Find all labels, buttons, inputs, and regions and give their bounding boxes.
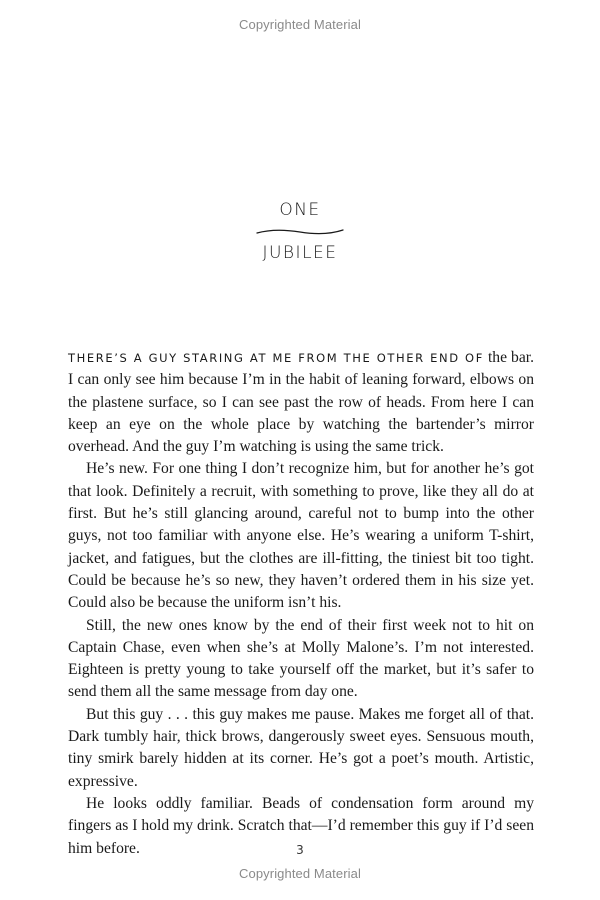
- chapter-body: [68, 347, 534, 860]
- lead-in-text: THERE’S A GUY STARING AT ME FROM THE OTHER END OF: [68, 351, 484, 365]
- paragraph-4: But this guy . . . this guy makes me pause. Makes me forget all of that. Dark tumbly hair, thick brows, dangerously sweet eyes. Sensuous mouth, tiny smirk barely hidden at its corner. He’s got a poet’s mouth. Artistic, expressive.: [68, 705, 534, 790]
- paragraph-1-rest: the bar. I can only see him because I’m in the habit of leaning forward, elbows on the plastene surface, so I can see past the row of heads. From here I can keep an eye on the whole place by watching the bartender’s mirror overhead. And the guy I’m watching is using the same trick.: [68, 349, 534, 456]
- paragraph-2: He’s new. For one thing I don’t recognize him, but for another he’s got that look. Definitely a recruit, with something to prove, like they all do at first. But he’s still glancing around, careful not to bump into the other guys, not too familiar with anyone else. He’s wearing a uniform T-shirt, jacket, and fatigues, but the clothes are ill-fitting, the tiniest bit too tight. Could be because he’s so new, they haven’t ordered them in his size yet. Could also be because the uniform isn’t his.: [68, 460, 534, 612]
- chapter-title: JUBILEE: [262, 243, 338, 263]
- paragraph-1: [68, 347, 534, 458]
- chapter-ornament: [255, 226, 345, 238]
- paragraph-3: Still, the new ones know by the end of their first week not to hit on Captain Chase, even when she’s at Molly Malone’s. I’m not interested. Eighteen is pretty young to take yourself off the market, but it’s safer to send them all the same message from day one.: [68, 616, 534, 701]
- page-number: 3: [296, 843, 304, 857]
- copyright-watermark-bottom: Copyrighted Material: [239, 866, 361, 881]
- chapter-number: ONE: [279, 200, 321, 220]
- paragraph-5: He looks oddly familiar. Beads of condensation form around my fingers as I hold my drink. Scratch that—I’d remember this guy if I’d seen him before.: [68, 794, 534, 857]
- copyright-watermark-top: Copyrighted Material: [239, 17, 361, 32]
